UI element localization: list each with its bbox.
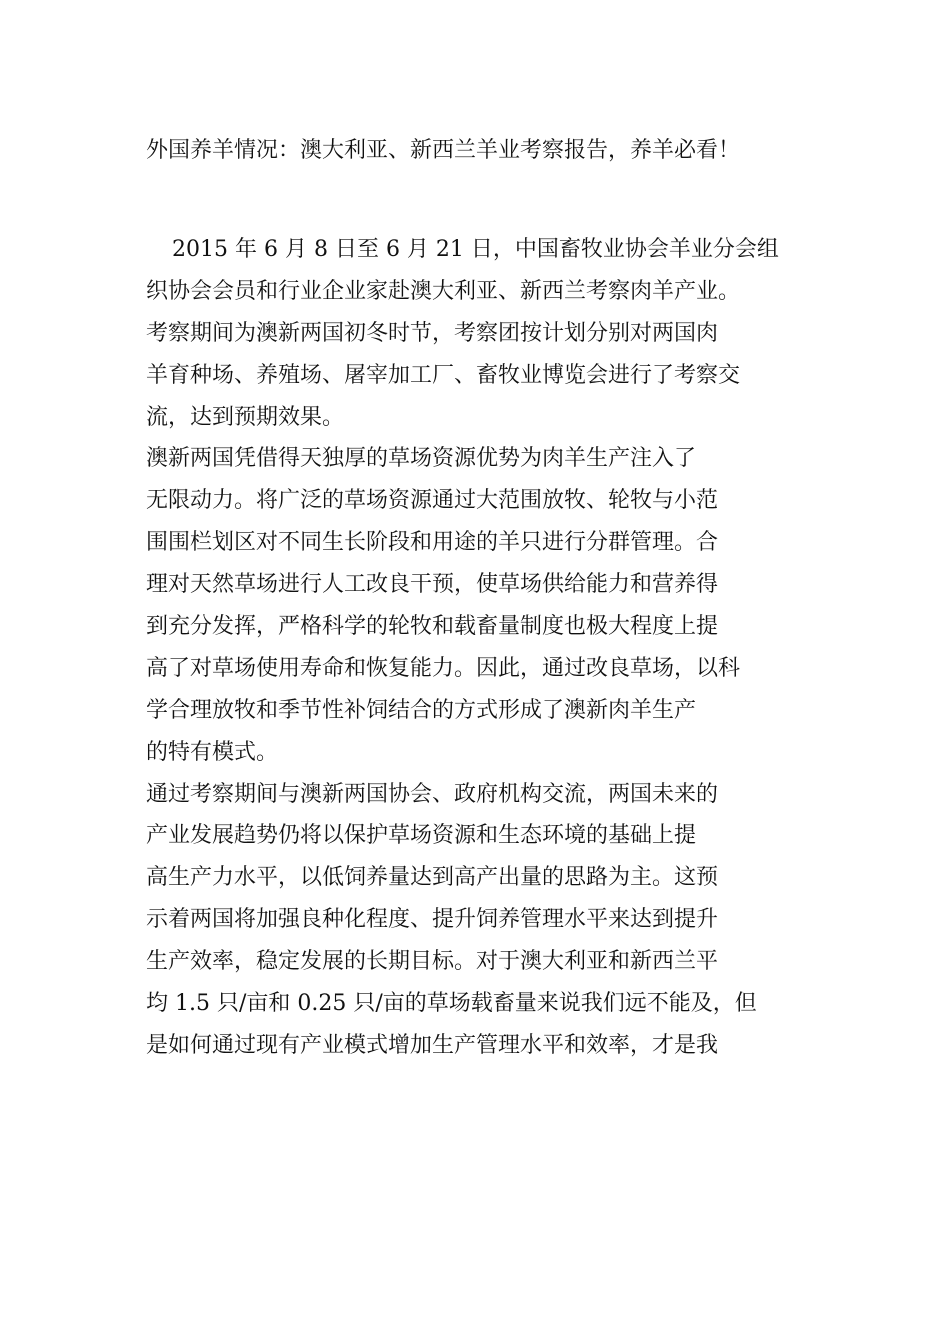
body-line: 围围栏划区对不同生长阶段和用途的羊只进行分群管理。合 <box>146 530 719 556</box>
body-line: 澳新两国凭借得天独厚的草场资源优势为肉羊生产注入了 <box>146 446 697 472</box>
body-line: 羊育种场、养殖场、屠宰加工厂、畜牧业博览会进行了考察交 <box>146 362 741 388</box>
body-line: 织协会会员和行业企业家赴澳大利亚、新西兰考察肉羊产业。 <box>146 278 741 304</box>
body-line: 高了对草场使用寿命和恢复能力。因此，通过改良草场，以科 <box>146 655 741 681</box>
body-line: 无限动力。将广泛的草场资源通过大范围放牧、轮牧与小范 <box>146 488 719 514</box>
body-line: 流，达到预期效果。 <box>146 404 345 430</box>
body-line: 通过考察期间与澳新两国协会、政府机构交流，两国未来的 <box>146 781 719 807</box>
body-line: 生产效率，稳定发展的长期目标。对于澳大利亚和新西兰平 <box>146 949 719 975</box>
body-line: 示着两国将加强良种化程度、提升饲养管理水平来达到提升 <box>146 907 719 933</box>
body-line: 的特有模式。 <box>146 739 279 765</box>
document-title: 外国养羊情况：澳大利亚、新西兰羊业考察报告，养羊必看！ <box>146 138 741 163</box>
body-line: 2015 年 6 月 8 日至 6 月 21 日，中国畜牧业协会羊业分会组 <box>172 237 779 262</box>
body-line: 考察期间为澳新两国初冬时节，考察团按计划分别对两国肉 <box>146 320 719 346</box>
document-body <box>146 229 926 1067</box>
body-line: 均 1.5 只/亩和 0.25 只/亩的草场载畜量来说我们远不能及，但 <box>146 991 757 1017</box>
body-line: 产业发展趋势仍将以保护草场资源和生态环境的基础上提 <box>146 823 697 849</box>
body-line: 是如何通过现有产业模式增加生产管理水平和效率，才是我 <box>146 1032 719 1058</box>
body-line: 到充分发挥，严格科学的轮牧和载畜量制度也极大程度上提 <box>146 614 719 640</box>
body-line: 学合理放牧和季节性补饲结合的方式形成了澳新肉羊生产 <box>146 697 697 723</box>
body-line: 理对天然草场进行人工改良干预，使草场供给能力和营养得 <box>146 572 719 598</box>
body-line: 高生产力水平，以低饲养量达到高产出量的思路为主。这预 <box>146 865 719 891</box>
